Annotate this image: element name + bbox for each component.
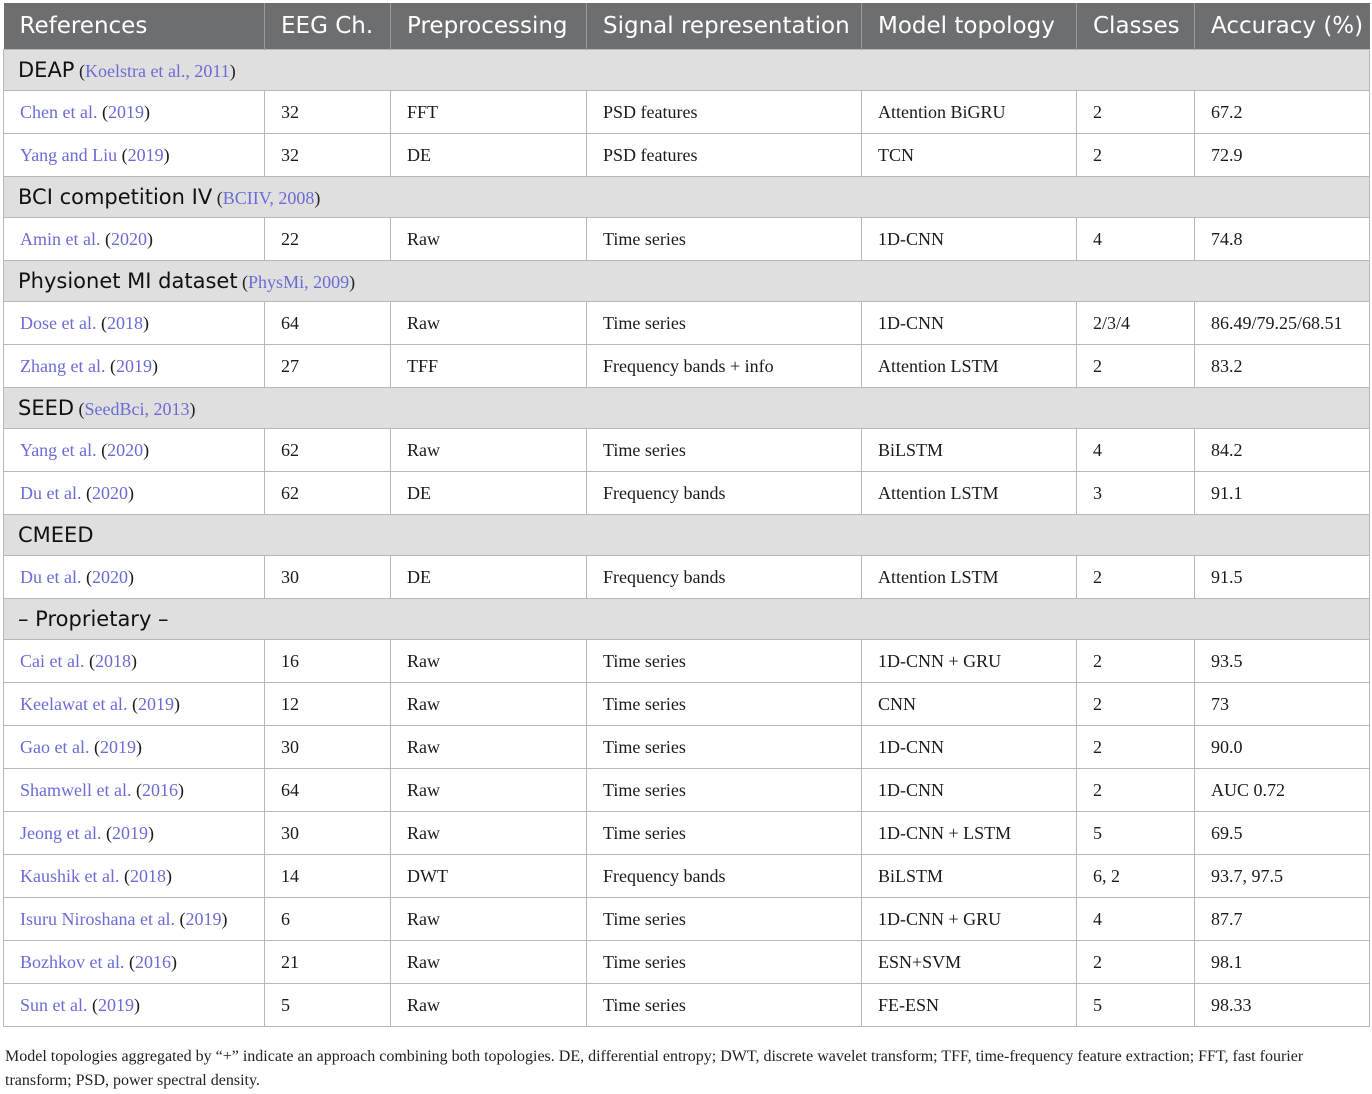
reference-author-link[interactable]: Gao et al. — [20, 736, 90, 757]
reference-year-link[interactable]: 2019 — [185, 908, 222, 929]
reference-author-link[interactable]: Kaushik et al. — [20, 865, 120, 886]
group-row — [4, 515, 1370, 556]
model-topology-cell: BiLSTM — [862, 855, 1077, 898]
preprocessing-cell: Raw — [391, 302, 587, 345]
classes-cell: 3 — [1077, 472, 1195, 515]
reference-author-link[interactable]: Bozhkov et al. — [20, 951, 125, 972]
classes-cell: 4 — [1077, 429, 1195, 472]
dataset-citation-link[interactable]: PhysMi, 2009 — [248, 272, 350, 292]
signal-representation-cell: Frequency bands — [587, 556, 862, 599]
reference-cell: Yang et al. (2020) — [4, 429, 265, 472]
signal-representation-cell: Time series — [587, 218, 862, 261]
table-body — [4, 50, 1370, 1027]
accuracy-cell: 86.49/79.25/68.51 — [1195, 302, 1370, 345]
reference-year-link[interactable]: 2019 — [107, 101, 144, 122]
dataset-name: CMEED — [18, 523, 94, 547]
header-preprocessing: Preprocessing — [391, 3, 587, 50]
signal-representation-cell: Time series — [587, 812, 862, 855]
dataset-group-header — [4, 261, 1370, 302]
eeg-channels-cell: 22 — [265, 218, 391, 261]
classes-cell: 4 — [1077, 898, 1195, 941]
eeg-channels-cell: 12 — [265, 683, 391, 726]
reference-year-link[interactable]: 2018 — [129, 865, 166, 886]
eeg-channels-cell: 32 — [265, 134, 391, 177]
reference-year-link[interactable]: 2019 — [98, 994, 134, 1015]
group-row — [4, 388, 1370, 429]
model-topology-cell: 1D-CNN + GRU — [862, 640, 1077, 683]
dataset-name: Physionet MI dataset — [18, 269, 238, 293]
preprocessing-cell: DWT — [391, 855, 587, 898]
eeg-channels-cell: 21 — [265, 941, 391, 984]
dataset-citation: (PhysMi, 2009) — [237, 272, 356, 292]
preprocessing-cell: TFF — [391, 345, 587, 388]
classes-cell: 2/3/4 — [1077, 302, 1195, 345]
dataset-name: SEED — [18, 396, 75, 420]
accuracy-cell: 74.8 — [1195, 218, 1370, 261]
reference-year-link[interactable]: 2020 — [91, 566, 128, 587]
table-row — [4, 302, 1370, 345]
header-references: References — [4, 3, 265, 50]
eeg-channels-cell: 62 — [265, 429, 391, 472]
reference-author-link[interactable]: Sun et al. — [20, 994, 88, 1015]
accuracy-cell: 98.33 — [1195, 984, 1370, 1027]
preprocessing-cell: Raw — [391, 769, 587, 812]
header-eeg-channels: EEG Ch. — [265, 3, 391, 50]
model-topology-cell: 1D-CNN + LSTM — [862, 812, 1077, 855]
classes-cell: 2 — [1077, 941, 1195, 984]
table-row — [4, 472, 1370, 515]
preprocessing-cell: DE — [391, 556, 587, 599]
preprocessing-cell: Raw — [391, 726, 587, 769]
reference-year-link[interactable]: 2019 — [111, 822, 148, 843]
reference-cell: Bozhkov et al. (2016) — [4, 941, 265, 984]
dataset-citation: (BCIIV, 2008) — [212, 188, 321, 208]
reference-author-link[interactable]: Du et al. — [20, 566, 82, 587]
signal-representation-cell: Time series — [587, 898, 862, 941]
model-topology-cell: TCN — [862, 134, 1077, 177]
classes-cell: 5 — [1077, 984, 1195, 1027]
dataset-citation-link[interactable]: SeedBci, 2013 — [84, 399, 190, 419]
reference-cell: Du et al. (2020) — [4, 556, 265, 599]
signal-representation-cell: Time series — [587, 984, 862, 1027]
preprocessing-cell: Raw — [391, 640, 587, 683]
accuracy-cell: 72.9 — [1195, 134, 1370, 177]
signal-representation-cell: Time series — [587, 429, 862, 472]
table-row — [4, 640, 1370, 683]
table-row — [4, 812, 1370, 855]
reference-year-link[interactable]: 2019 — [115, 355, 152, 376]
reference-author-link[interactable]: Dose et al. — [20, 312, 97, 333]
eeg-channels-cell: 64 — [265, 769, 391, 812]
model-topology-cell: 1D-CNN + GRU — [862, 898, 1077, 941]
classes-cell: 2 — [1077, 345, 1195, 388]
reference-year-link[interactable]: 2018 — [106, 312, 143, 333]
reference-year-link[interactable]: 2016 — [134, 951, 171, 972]
table-row — [4, 769, 1370, 812]
reference-cell: Isuru Niroshana et al. (2019) — [4, 898, 265, 941]
signal-representation-cell: Time series — [587, 726, 862, 769]
dataset-group-header — [4, 50, 1370, 91]
eeg-channels-cell: 62 — [265, 472, 391, 515]
table-row — [4, 134, 1370, 177]
reference-author-link[interactable]: Isuru Niroshana et al. — [20, 908, 175, 929]
reference-author-link[interactable]: Yang and Liu — [20, 144, 118, 165]
reference-cell: Sun et al. (2019) — [4, 984, 265, 1027]
reference-cell: Cai et al. (2018) — [4, 640, 265, 683]
model-topology-cell: 1D-CNN — [862, 218, 1077, 261]
classes-cell: 5 — [1077, 812, 1195, 855]
model-topology-cell: Attention LSTM — [862, 472, 1077, 515]
reference-author-link[interactable]: Du et al. — [20, 482, 82, 503]
table-row — [4, 941, 1370, 984]
reference-cell: Yang and Liu (2019) — [4, 134, 265, 177]
eeg-channels-cell: 6 — [265, 898, 391, 941]
accuracy-cell: 69.5 — [1195, 812, 1370, 855]
accuracy-cell: AUC 0.72 — [1195, 769, 1370, 812]
reference-author-link[interactable]: Amin et al. — [20, 228, 101, 249]
eeg-channels-cell: 14 — [265, 855, 391, 898]
classes-cell: 6, 2 — [1077, 855, 1195, 898]
reference-author-link[interactable]: Zhang et al. — [20, 355, 106, 376]
dataset-citation: (SeedBci, 2013) — [74, 399, 196, 419]
table-row — [4, 345, 1370, 388]
classes-cell: 2 — [1077, 134, 1195, 177]
table-container — [3, 3, 1369, 1027]
model-topology-cell: Attention LSTM — [862, 556, 1077, 599]
reference-year-link[interactable]: 2020 — [91, 482, 128, 503]
preprocessing-cell: FFT — [391, 91, 587, 134]
signal-representation-cell: Time series — [587, 769, 862, 812]
eeg-channels-cell: 32 — [265, 91, 391, 134]
group-row — [4, 599, 1370, 640]
accuracy-cell: 91.5 — [1195, 556, 1370, 599]
reference-cell: Kaushik et al. (2018) — [4, 855, 265, 898]
dataset-name: – Proprietary – — [18, 607, 169, 631]
model-topology-cell: 1D-CNN — [862, 769, 1077, 812]
reference-year-link[interactable]: 2019 — [99, 736, 136, 757]
accuracy-cell: 90.0 — [1195, 726, 1370, 769]
signal-representation-cell: PSD features — [587, 134, 862, 177]
dataset-name: DEAP — [18, 58, 75, 82]
signal-representation-cell: Frequency bands + info — [587, 345, 862, 388]
accuracy-cell: 87.7 — [1195, 898, 1370, 941]
eeg-channels-cell: 30 — [265, 726, 391, 769]
preprocessing-cell: DE — [391, 472, 587, 515]
preprocessing-cell: Raw — [391, 984, 587, 1027]
reference-author-link[interactable]: Keelawat et al. — [20, 693, 128, 714]
table-row — [4, 683, 1370, 726]
reference-author-link[interactable]: Jeong et al. — [20, 822, 102, 843]
accuracy-cell: 83.2 — [1195, 345, 1370, 388]
preprocessing-cell: Raw — [391, 218, 587, 261]
reference-cell: Shamwell et al. (2016) — [4, 769, 265, 812]
classes-cell: 2 — [1077, 769, 1195, 812]
signal-representation-cell: PSD features — [587, 91, 862, 134]
reference-year-link[interactable]: 2016 — [141, 779, 178, 800]
table-footnote: Model topologies aggregated by “+” indicate an approach combining both topologies. DE, differential entropy; DWT, discrete wavelet transform; TFF, time-frequency feature extraction; FFT, fast fourier transform; PSD, power spectral density. — [5, 1048, 1304, 1089]
model-topology-cell: Attention LSTM — [862, 345, 1077, 388]
accuracy-cell: 98.1 — [1195, 941, 1370, 984]
dataset-group-header — [4, 177, 1370, 218]
accuracy-cell: 93.7, 97.5 — [1195, 855, 1370, 898]
model-topology-cell: ESN+SVM — [862, 941, 1077, 984]
accuracy-cell: 67.2 — [1195, 91, 1370, 134]
dataset-group-header — [4, 515, 1370, 556]
signal-representation-cell: Frequency bands — [587, 472, 862, 515]
dataset-group-header — [4, 388, 1370, 429]
model-topology-cell: 1D-CNN — [862, 302, 1077, 345]
preprocessing-cell: DE — [391, 134, 587, 177]
model-topology-cell: FE-ESN — [862, 984, 1077, 1027]
eeg-methods-table — [3, 3, 1370, 1027]
reference-cell: Zhang et al. (2019) — [4, 345, 265, 388]
reference-cell: Chen et al. (2019) — [4, 91, 265, 134]
reference-cell: Du et al. (2020) — [4, 472, 265, 515]
table-row — [4, 429, 1370, 472]
signal-representation-cell: Time series — [587, 302, 862, 345]
reference-cell: Keelawat et al. (2019) — [4, 683, 265, 726]
classes-cell: 4 — [1077, 218, 1195, 261]
header-classes: Classes — [1077, 3, 1195, 50]
header-row — [4, 3, 1370, 50]
reference-year-link[interactable]: 2020 — [110, 228, 147, 249]
group-row — [4, 50, 1370, 91]
signal-representation-cell: Frequency bands — [587, 855, 862, 898]
dataset-citation: (Koelstra et al., 2011) — [74, 61, 236, 81]
preprocessing-cell: Raw — [391, 898, 587, 941]
preprocessing-cell: Raw — [391, 429, 587, 472]
classes-cell: 2 — [1077, 556, 1195, 599]
reference-year-link[interactable]: 2019 — [137, 693, 174, 714]
dataset-citation-link[interactable]: Koelstra et al., 2011 — [84, 61, 230, 81]
accuracy-cell: 73 — [1195, 683, 1370, 726]
eeg-channels-cell: 16 — [265, 640, 391, 683]
classes-cell: 2 — [1077, 640, 1195, 683]
classes-cell: 2 — [1077, 726, 1195, 769]
dataset-citation-link[interactable]: BCIIV, 2008 — [222, 188, 315, 208]
eeg-channels-cell: 27 — [265, 345, 391, 388]
header-accuracy: Accuracy (%) — [1195, 3, 1370, 50]
table-row — [4, 218, 1370, 261]
table-row — [4, 984, 1370, 1027]
header-signal-representation: Signal representation — [587, 3, 862, 50]
model-topology-cell: CNN — [862, 683, 1077, 726]
table-row — [4, 898, 1370, 941]
model-topology-cell: BiLSTM — [862, 429, 1077, 472]
table-row — [4, 556, 1370, 599]
group-row — [4, 261, 1370, 302]
classes-cell: 2 — [1077, 91, 1195, 134]
reference-author-link[interactable]: Yang et al. — [20, 439, 97, 460]
preprocessing-cell: Raw — [391, 941, 587, 984]
reference-author-link[interactable]: Chen et al. — [20, 101, 98, 122]
preprocessing-cell: Raw — [391, 683, 587, 726]
header-model-topology: Model topology — [862, 3, 1077, 50]
eeg-channels-cell: 5 — [265, 984, 391, 1027]
dataset-name: BCI competition IV — [18, 185, 213, 209]
eeg-channels-cell: 64 — [265, 302, 391, 345]
classes-cell: 2 — [1077, 683, 1195, 726]
preprocessing-cell: Raw — [391, 812, 587, 855]
model-topology-cell: Attention BiGRU — [862, 91, 1077, 134]
dataset-group-header — [4, 599, 1370, 640]
reference-author-link[interactable]: Shamwell et al. — [20, 779, 132, 800]
reference-author-link[interactable]: Cai et al. — [20, 650, 85, 671]
signal-representation-cell: Time series — [587, 941, 862, 984]
accuracy-cell: 91.1 — [1195, 472, 1370, 515]
group-row — [4, 177, 1370, 218]
reference-cell: Amin et al. (2020) — [4, 218, 265, 261]
model-topology-cell: 1D-CNN — [862, 726, 1077, 769]
table-row — [4, 855, 1370, 898]
reference-year-link[interactable]: 2018 — [94, 650, 131, 671]
signal-representation-cell: Time series — [587, 640, 862, 683]
eeg-channels-cell: 30 — [265, 556, 391, 599]
accuracy-cell: 84.2 — [1195, 429, 1370, 472]
eeg-channels-cell: 30 — [265, 812, 391, 855]
accuracy-cell: 93.5 — [1195, 640, 1370, 683]
table-row — [4, 91, 1370, 134]
reference-cell: Dose et al. (2018) — [4, 302, 265, 345]
table-row — [4, 726, 1370, 769]
reference-year-link[interactable]: 2019 — [127, 144, 164, 165]
reference-cell: Gao et al. (2019) — [4, 726, 265, 769]
signal-representation-cell: Time series — [587, 683, 862, 726]
reference-year-link[interactable]: 2020 — [107, 439, 144, 460]
reference-cell: Jeong et al. (2019) — [4, 812, 265, 855]
